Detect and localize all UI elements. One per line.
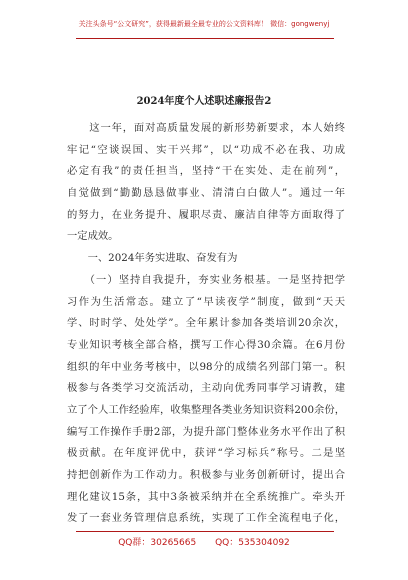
body-line: 一定成效。 (67, 230, 119, 243)
body-line: 组织的年中业务考核中，以98分的成绩名列部门第一。积 (67, 360, 345, 373)
footer-qq: QQ：535304092 (215, 538, 290, 548)
body-line: 牢记“空谈误国、实干兴邦”，以“功成不必在我、功成 (67, 143, 345, 156)
footer (0, 535, 408, 548)
body-line: 发了一套业务管理信息系统，实现了工作全流程电子化， (67, 512, 345, 525)
section-heading: 一、2024年务实进取、奋发有为 (67, 252, 238, 265)
body-line: 的努力，在业务提升、履职尽责、廉洁自律等方面取得了 (67, 208, 345, 221)
footer-qq-group: QQ群：30265665 (118, 538, 197, 548)
body-line: 学、时时学、处处学”。全年累计参加各类培训20余次， (67, 317, 345, 330)
document-body (67, 118, 345, 530)
body-line: 习作为生活常态。建立了“早读夜学”制度，做到“天天 (67, 295, 345, 308)
body-line: 极贡献。在年度评优中，获评“学习标兵”称号。二是坚 (67, 447, 345, 460)
body-line: 理化建议15条，其中3条被采纳并在全系统推广。牵头开 (67, 490, 345, 503)
body-line: 立了个人工作经验库，收集整理各类业务知识资料200余份， (67, 403, 345, 416)
body-line: （一）坚持自我提升，夯实业务根基。一是坚持把学 (67, 273, 345, 286)
header-divider (76, 38, 334, 39)
body-line: 持把创新作为工作动力。积极参与业务创新研讨，提出合 (67, 469, 345, 481)
body-line: 自觉做到“勤勤恳恳做事业、清清白白做人”。通过一年 (67, 187, 345, 200)
document-title: 2024年度个人述职述廉报告2 (136, 96, 272, 107)
body-line: 这一年，面对高质量发展的新形势新要求，本人始终 (67, 122, 345, 134)
footer-divider (76, 531, 334, 532)
body-line: 必定有我”的责任担当，坚持“干在实处、走在前列”， (67, 165, 345, 178)
body-line: 编写工作操作手册2部，为提升部门整体业务水平作出了积 (67, 425, 345, 438)
top-banner: 关注头条号“公文研究”，获得最新最全最专业的公文资料库！ 微信：gongwenyj (78, 20, 330, 28)
body-line: 专业知识考核全部合格，撰写工作心得30余篇。在6月份 (67, 338, 345, 351)
body-line: 极参与各类学习交流活动，主动向优秀同事学习请教，建 (67, 382, 345, 395)
